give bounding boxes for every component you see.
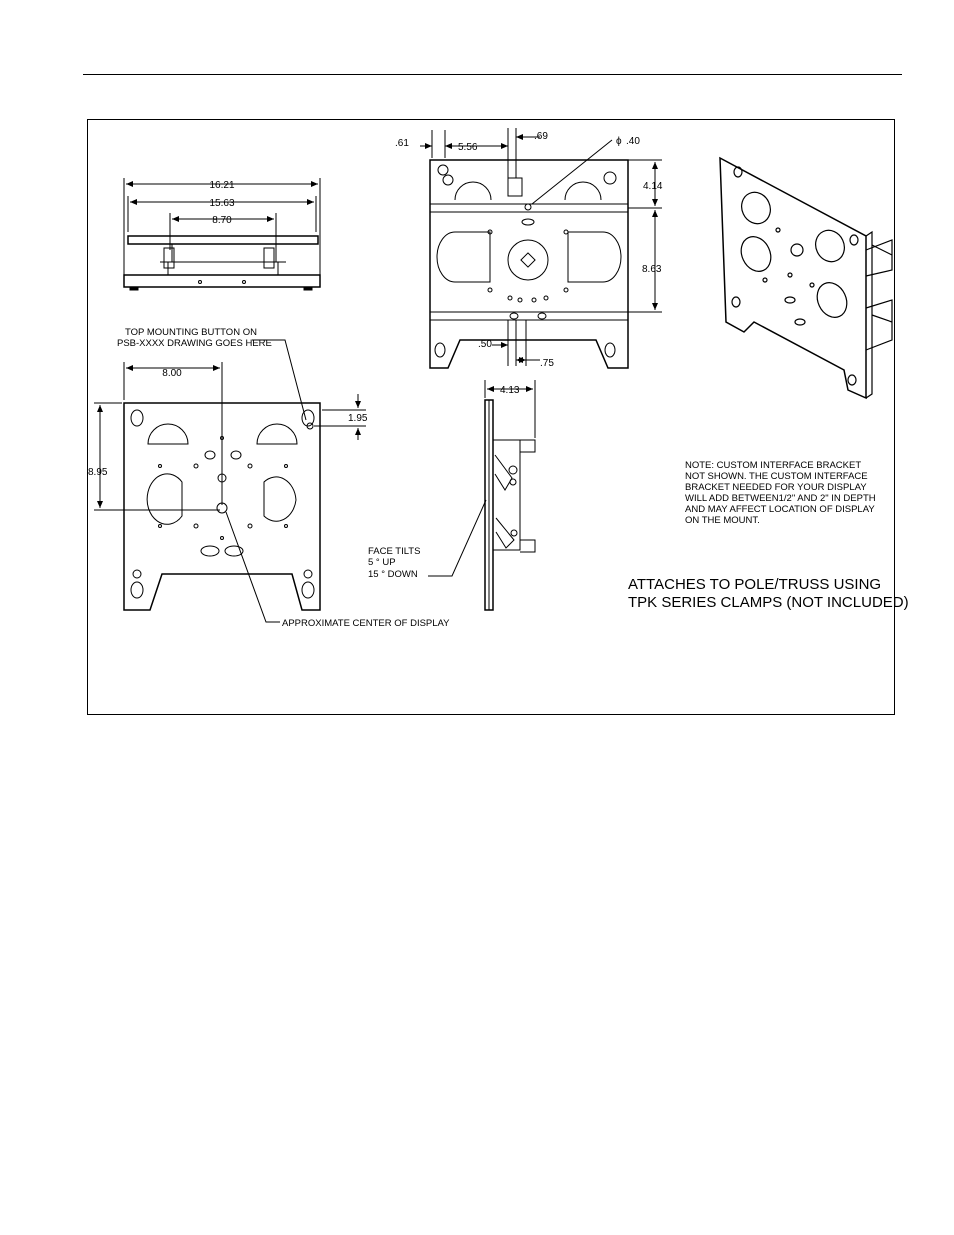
side-view: [428, 380, 535, 610]
dim-button-height: 1.95: [348, 413, 368, 424]
top-view: [124, 178, 320, 290]
note-line-2: NOT SHOWN. THE CUSTOM INTERFACE: [685, 471, 868, 482]
dim-depth: 4.13: [500, 385, 520, 396]
custom-bracket-note: [685, 460, 876, 526]
dim-bottom-right: .75: [540, 358, 554, 369]
note-line-6: ON THE MOUNT.: [685, 515, 760, 526]
front-view: [420, 128, 662, 368]
dim-bottom-left: .50: [478, 339, 492, 350]
dim-horiz-offset: .61: [395, 138, 409, 149]
dim-slot-spacing: 8.63: [642, 264, 662, 275]
note-line-5: AND MAY AFFECT LOCATION OF DISPLAY: [685, 504, 875, 515]
dim-width-overall: 16.21: [209, 180, 235, 191]
callout-tilt-line1: FACE TILTS: [368, 546, 421, 557]
dim-center-x: 8.00: [162, 368, 182, 379]
attach-note-line1: ATTACHES TO POLE/TRUSS USING: [628, 576, 882, 593]
callout-center-display: APPROXIMATE CENTER OF DISPLAY: [282, 618, 450, 629]
diameter-symbol: ϕ: [616, 136, 622, 147]
dim-width-inner: 15.63: [209, 198, 235, 209]
callout-tilt-line2: 5 ° UP: [368, 557, 396, 568]
dim-slot-width: .69: [534, 131, 548, 142]
attach-note-line2: TPK SERIES CLAMPS (NOT INCLUDED): [628, 594, 909, 611]
dim-hole-diameter: .40: [626, 136, 640, 147]
dim-width-center: 8.70: [212, 215, 232, 226]
plate-view: [94, 340, 366, 622]
isometric-view: [720, 158, 892, 398]
note-line-4: WILL ADD BETWEEN1/2" AND 2" IN DEPTH: [685, 493, 876, 504]
callout-top-button-line1: TOP MOUNTING BUTTON ON: [125, 327, 257, 338]
note-line-3: BRACKET NEEDED FOR YOUR DISPLAY: [685, 482, 867, 493]
dim-horiz-spacing: 5.56: [458, 142, 478, 153]
dim-center-y: 8.95: [88, 467, 108, 478]
dim-top-to-slot: 4.14: [643, 181, 663, 192]
callout-tilt-line3: 15 ° DOWN: [368, 569, 418, 580]
note-line-1: NOTE: CUSTOM INTERFACE BRACKET: [685, 460, 862, 471]
callout-top-button-line2: PSB-XXXX DRAWING GOES HERE: [117, 338, 272, 349]
